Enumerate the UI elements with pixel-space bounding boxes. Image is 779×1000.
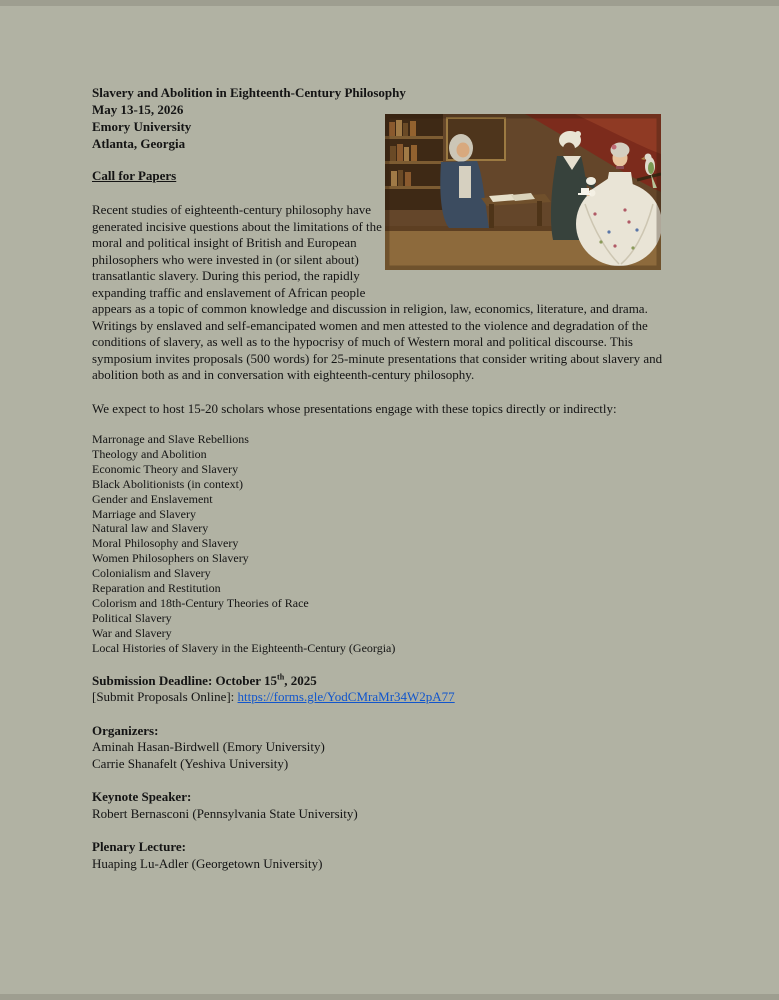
organizer-name: Aminah Hasan-Birdwell (Emory University) — [92, 739, 325, 755]
document-institution: Emory University — [92, 119, 192, 134]
topic-item: Political Slavery — [92, 610, 172, 625]
submit-proposals-link[interactable]: https://forms.gle/YodCMraMr34W2pA77 — [237, 689, 455, 705]
document-title: Slavery and Abolition in Eighteenth-Century Philosophy — [92, 85, 406, 100]
submit-label: [Submit Proposals Online]: — [92, 689, 235, 705]
topic-item: Economic Theory and Slavery — [92, 461, 239, 476]
organizers-section — [92, 723, 688, 773]
intro-paragraph-text: Recent studies of eighteenth-century philosophy have generated incisive questions about the limitations of the moral and political insight of British and European philosophers who were invested in (or silent about) transatlantic slavery. During this period, the rapidly expanding traffic and enslavement of African people appears as a topic of common knowledge and discussion in religion, law, economics, literature, and drama. Writings by enslaved and self-emancipated women and men attested to the violence and degradation of the conditions of slavery, as well as to the hypocrisy of much of Western moral and political discourse. This symposium invites proposals (500 words) for 25-minute presentations that consider writing about slavery and abolition both as and in conversation with eighteenth-century philosophy. — [92, 202, 663, 382]
deadline-ordinal-suffix: th — [277, 672, 285, 682]
document-dates: May 13-15, 2026 — [92, 102, 184, 117]
topic-item: Marronage and Slave Rebellions — [92, 432, 249, 446]
topic-item: Colorism and 18th-Century Theories of Race — [92, 595, 309, 610]
topic-item: War and Slavery — [92, 625, 172, 640]
topic-item: Local Histories of Slavery in the Eighteenth-Century (Georgia) — [92, 640, 396, 655]
page-edge-bottom — [0, 994, 779, 1000]
deadline-prefix: Submission Deadline: October 15 — [92, 672, 278, 688]
call-for-papers-heading: Call for Papers — [92, 168, 177, 183]
organizer-name: Carrie Shanafelt (Yeshiva University) — [92, 755, 289, 771]
topic-item: Natural law and Slavery — [92, 521, 209, 536]
plenary-name: Huaping Lu-Adler (Georgetown University) — [92, 855, 323, 871]
topics-list — [92, 432, 688, 656]
plenary-heading: Plenary Lecture: — [92, 839, 186, 855]
topic-item: Theology and Abolition — [92, 446, 207, 461]
expectation-text: We expect to host 15-20 scholars whose presentations engage with these topics directly or indirectly: — [92, 400, 617, 416]
organizers-heading: Organizers: — [92, 722, 159, 738]
submission-deadline — [92, 673, 688, 690]
page-edge-top — [0, 0, 779, 6]
topic-item: Black Abolitionists (in context) — [92, 476, 243, 491]
intro-paragraph — [92, 202, 688, 384]
topic-item: Colonialism and Slavery — [92, 566, 211, 581]
plenary-section — [92, 839, 688, 872]
keynote-section — [92, 789, 688, 822]
topic-item: Reparation and Restitution — [92, 581, 221, 596]
topic-item: Gender and Enslavement — [92, 491, 213, 506]
keynote-name: Robert Bernasconi (Pennsylvania State University) — [92, 805, 358, 821]
deadline-suffix: , 2025 — [284, 672, 317, 688]
topic-item: Marriage and Slavery — [92, 506, 196, 521]
topic-item: Women Philosophers on Slavery — [92, 551, 249, 566]
document-content — [92, 84, 688, 872]
topic-item: Moral Philosophy and Slavery — [92, 536, 239, 551]
keynote-heading: Keynote Speaker: — [92, 789, 192, 805]
submit-proposals-line — [92, 689, 688, 706]
image-wrap-spacer — [382, 202, 688, 286]
document-location: Atlanta, Georgia — [92, 136, 186, 151]
title-block — [92, 84, 688, 152]
